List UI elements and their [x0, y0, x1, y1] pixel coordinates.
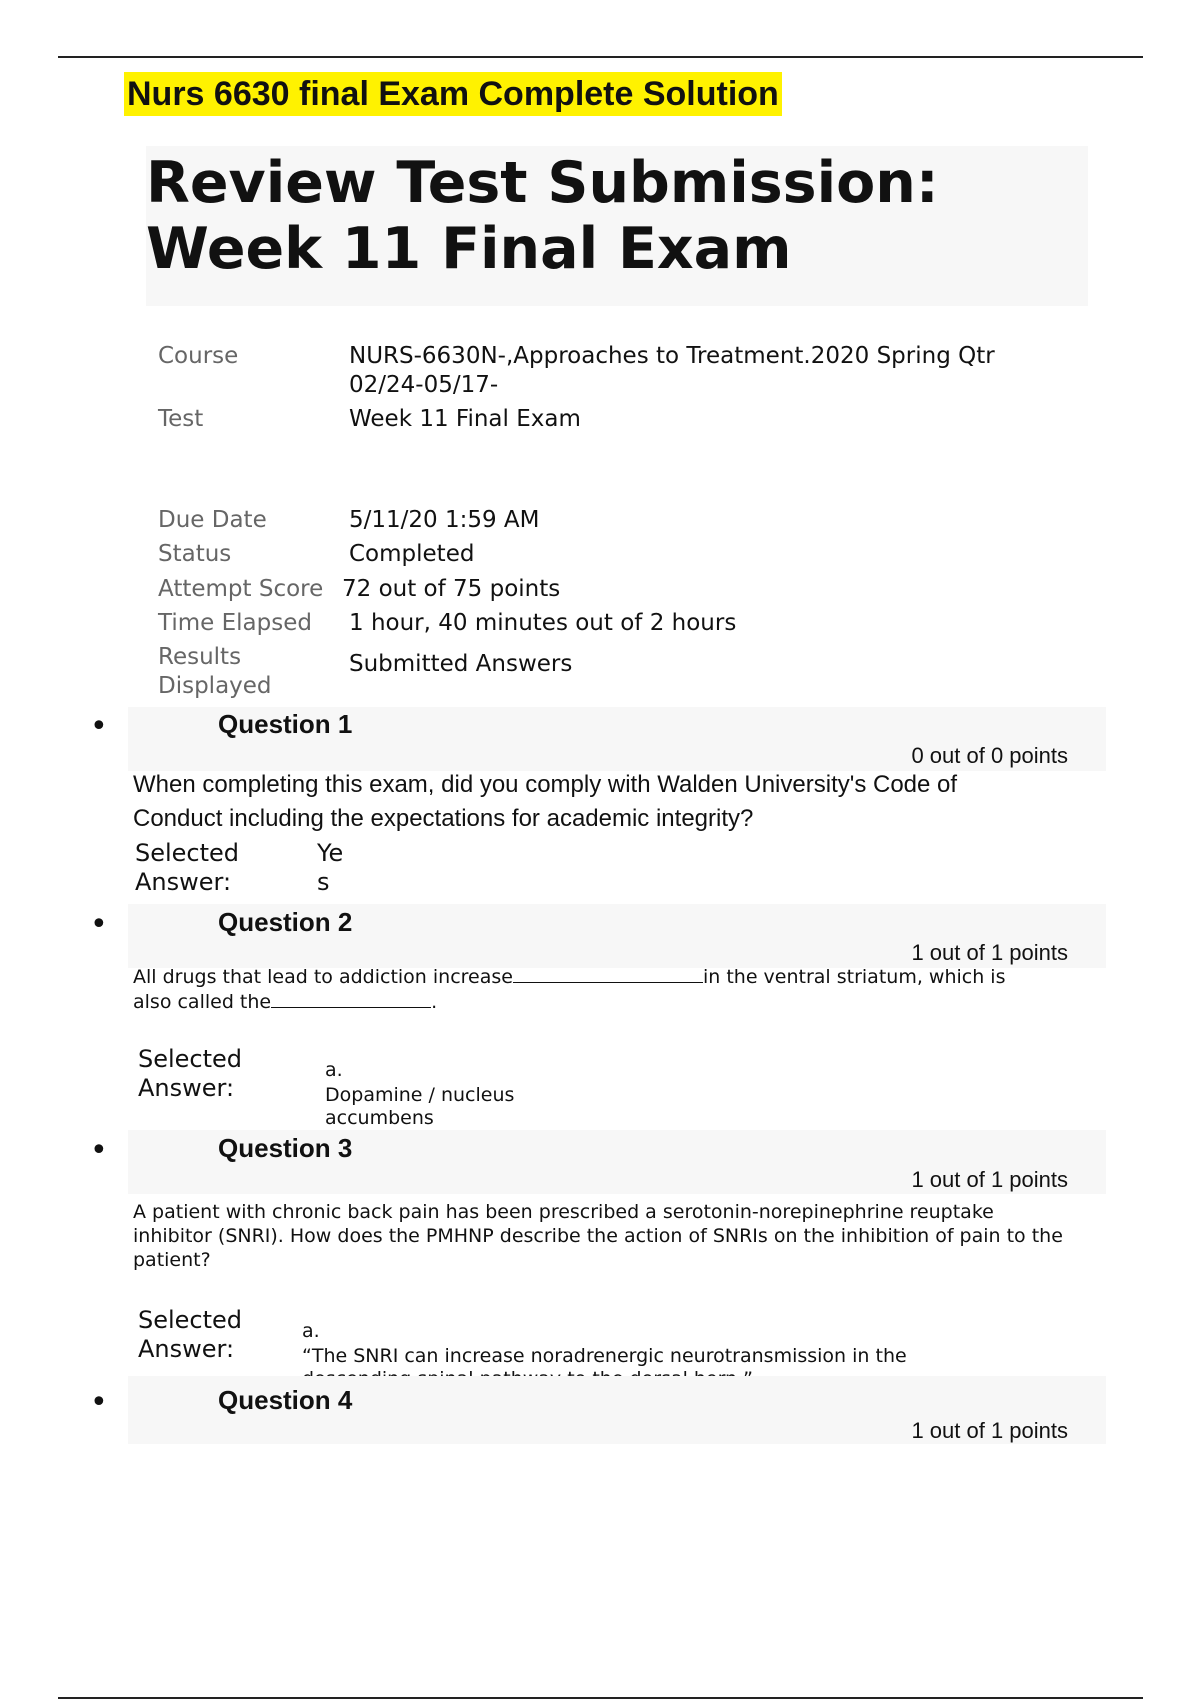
- results-label-line1: Results: [158, 644, 242, 670]
- page-heading: [146, 146, 939, 282]
- answer-letter: a.: [325, 1059, 343, 1081]
- answer-line2: s: [317, 868, 330, 896]
- question-2-title: Question 2: [218, 907, 353, 937]
- question-1-bullet: •: [90, 709, 108, 744]
- answer-label-line2: Answer:: [138, 1074, 235, 1102]
- answer-line2: accumbens: [325, 1107, 434, 1129]
- test-label: Test: [158, 406, 204, 432]
- question-1-points: 0 out of 0 points: [911, 743, 1068, 768]
- answer-label-line1: Selected: [138, 1306, 243, 1334]
- question-2-text-part4: .: [431, 991, 438, 1013]
- time-elapsed-label: Time Elapsed: [158, 610, 312, 636]
- answer-label-line1: Selected: [138, 1045, 243, 1073]
- due-date-value: 5/11/20 1:59 AM: [349, 507, 540, 533]
- status-label: Status: [158, 541, 232, 567]
- due-date-label: Due Date: [158, 507, 267, 533]
- question-4-title: Question 4: [218, 1385, 353, 1415]
- results-displayed-value: Submitted Answers: [349, 651, 573, 677]
- question-3-title: Question 3: [218, 1133, 353, 1163]
- question-4-points: 1 out of 1 points: [911, 1418, 1068, 1443]
- question-1-answer-label: [135, 839, 239, 897]
- answer-text: “The SNRI can increase noradrenergic neurotransmission in the: [302, 1345, 907, 1367]
- question-4-bullet: •: [90, 1385, 108, 1420]
- question-2-points: 1 out of 1 points: [911, 940, 1068, 965]
- answer-label-line1: Selected: [135, 839, 240, 867]
- question-2-text-part3: also called the: [133, 991, 272, 1013]
- question-2-text-part2: in the ventral striatum, which is: [702, 966, 1006, 988]
- course-label: Course: [158, 343, 239, 369]
- question-3-bullet: •: [90, 1133, 108, 1168]
- top-rule: [58, 56, 1143, 58]
- results-displayed-label: [158, 643, 272, 701]
- answer-letter: a.: [302, 1320, 320, 1342]
- heading-box: [146, 146, 1088, 306]
- time-elapsed-value: 1 hour, 40 minutes out of 2 hours: [349, 610, 737, 636]
- fill-in-blank-2: [271, 989, 431, 1008]
- question-2-bullet: •: [90, 907, 108, 942]
- question-3-text: A patient with chronic back pain has been prescribed a serotonin-norepinephrine reuptake inhibitor (SNRI). How does the PMHNP describe the action of SNRIs on the inhibition of pain to the patient?: [133, 1201, 1063, 1271]
- course-value-line2: 02/24-05/17-: [349, 372, 499, 398]
- question-2-text-part1: All drugs that lead to addiction increase: [133, 966, 513, 988]
- heading-line1: Review Test Submission:: [146, 150, 939, 216]
- document-title: Nurs 6630 final Exam Complete Solution: [124, 72, 782, 116]
- question-3-answer-label: [138, 1306, 242, 1364]
- question-2-answer-label: [138, 1045, 242, 1103]
- answer-line1: Ye: [317, 839, 344, 867]
- answer-line1: Dopamine / nucleus: [325, 1084, 515, 1106]
- question-2-selected-answer: [325, 1059, 514, 1130]
- bottom-rule: [58, 1697, 1143, 1699]
- fill-in-blank-1: [513, 964, 703, 983]
- question-1-selected-answer: [317, 839, 343, 897]
- answer-label-line2: Answer:: [138, 1335, 235, 1363]
- question-3-selected-answer: [302, 1320, 1002, 1378]
- attempt-score-label: Attempt Score: [158, 576, 324, 602]
- results-label-line2: Displayed: [158, 673, 272, 699]
- question-1-title: Question 1: [218, 709, 353, 739]
- question-3-points: 1 out of 1 points: [911, 1167, 1068, 1192]
- heading-line2: Week 11 Final Exam: [146, 216, 792, 282]
- status-value: Completed: [349, 541, 475, 567]
- question-1-text: When completing this exam, did you comply with Walden University's Code of Conduct including the expectations for academic integrity?: [133, 771, 958, 832]
- course-value: [349, 342, 995, 400]
- course-value-line1: NURS-6630N-,Approaches to Treatment.2020 Spring Qtr: [349, 343, 995, 369]
- question-2-text: [133, 964, 1063, 1014]
- test-value: Week 11 Final Exam: [349, 406, 581, 432]
- answer-label-line2: Answer:: [135, 868, 232, 896]
- attempt-score-value: 72 out of 75 points: [342, 576, 561, 602]
